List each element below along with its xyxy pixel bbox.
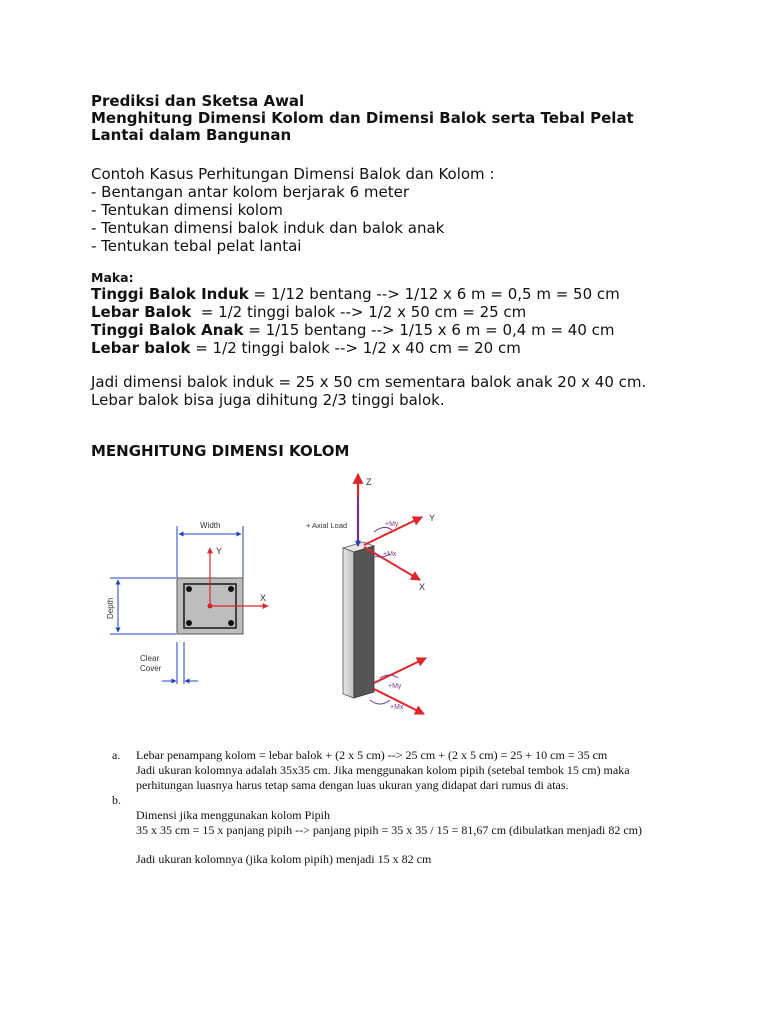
calc-row (91, 321, 620, 339)
calc-section (91, 270, 620, 357)
bottom-mx-label: +Mx (390, 704, 404, 711)
calc-row (91, 339, 620, 357)
column-3d-drawing (306, 474, 435, 714)
conclusion-line-1: Jadi dimensi balok induk = 25 x 50 cm sementara balok anak 20 x 40 cm. (91, 373, 647, 391)
list-b-line: 35 x 35 cm = 15 x panjang pipih --> panjang pipih = 35 x 35 / 15 = 81,67 cm (dibulatkan menjadi 82 cm) (136, 823, 642, 837)
calc-row (91, 285, 620, 303)
column-dimension-figure (100, 462, 460, 734)
calc-row-text: = 1/15 bentang --> 1/15 x 6 m = 0,4 m = 40 cm (243, 321, 615, 339)
title-line-3: Lantai dalam Bangunan (91, 126, 292, 144)
maka-label: Maka: (91, 270, 134, 285)
conclusion-line-2: Lebar balok bisa juga dihitung 2/3 tinggi balok. (91, 391, 445, 409)
section-x-label: X (260, 593, 267, 603)
title-line-2: Menghitung Dimensi Kolom dan Dimensi Balok serta Tebal Pelat (91, 109, 634, 127)
top-x-label: X (419, 582, 426, 592)
top-mx-label: +Mx (383, 551, 397, 558)
list-a-line: perhitungan luasnya harus tetap sama dengan luas ukuran yang didapat dari rumus di atas. (136, 778, 569, 792)
document-title (91, 93, 634, 144)
list-a-line: Lebar penampang kolom = lebar balok + (2 x 5 cm) --> 25 cm + (2 x 5 cm) = 25 + 10 cm = 35 cm (136, 748, 608, 762)
top-my-label: +My (385, 521, 399, 528)
list-marker-a: a. (112, 748, 121, 762)
example-item: - Tentukan dimensi kolom (91, 201, 283, 219)
list-a-line: Jadi ukuran kolomnya adalah 35x35 cm. Jika menggunakan kolom pipih (setebal tembok 15 cm) maka (136, 763, 630, 777)
title-line-1: Prediksi dan Sketsa Awal (91, 92, 305, 110)
conclusion-section (91, 373, 646, 409)
example-intro: Contoh Kasus Perhitungan Dimensi Balok dan Kolom : (91, 165, 495, 183)
example-item: - Tentukan dimensi balok induk dan balok anak (91, 219, 445, 237)
clear-cover-label-2: Cover (140, 664, 162, 673)
width-label: Width (200, 521, 221, 530)
calc-row-text: = 1/2 tinggi balok --> 1/2 x 40 cm = 20 cm (190, 339, 521, 357)
axial-load-label: + Axial Load (306, 521, 348, 530)
bottom-my-label: +My (388, 683, 402, 690)
calc-row-label: Lebar balok (91, 339, 191, 357)
calc-row (91, 303, 620, 321)
top-y-label: Y (429, 513, 436, 523)
list-item-a (112, 748, 712, 793)
calc-row-text: = 1/2 tinggi balok --> 1/2 x 50 cm = 25 cm (191, 303, 527, 321)
calc-row-label: Tinggi Balok Induk (91, 285, 249, 303)
list-item-b (112, 793, 712, 867)
axis-z-label: Z (366, 477, 372, 487)
section-y-label: Y (216, 546, 223, 556)
list-marker-b: b. (112, 793, 121, 807)
depth-label: Depth (106, 597, 115, 619)
example-section (91, 165, 495, 255)
calc-row-label: Lebar Balok (91, 303, 192, 321)
calc-row-label: Tinggi Balok Anak (91, 321, 244, 339)
kolom-heading: MENGHITUNG DIMENSI KOLOM (91, 442, 350, 460)
clear-cover-label-1: Clear (140, 654, 160, 663)
calculation-list (112, 748, 712, 867)
calc-row-text: = 1/12 bentang --> 1/12 x 6 m = 0,5 m = 50 cm (248, 285, 620, 303)
list-b-final: Jadi ukuran kolomnya (jika kolom pipih) menjadi 15 x 82 cm (136, 852, 432, 866)
cross-section-drawing (106, 521, 268, 684)
example-item: - Bentangan antar kolom berjarak 6 meter (91, 183, 410, 201)
list-b-line: Dimensi jika menggunakan kolom Pipih (136, 808, 330, 822)
example-item: - Tentukan tebal pelat lantai (91, 237, 302, 255)
